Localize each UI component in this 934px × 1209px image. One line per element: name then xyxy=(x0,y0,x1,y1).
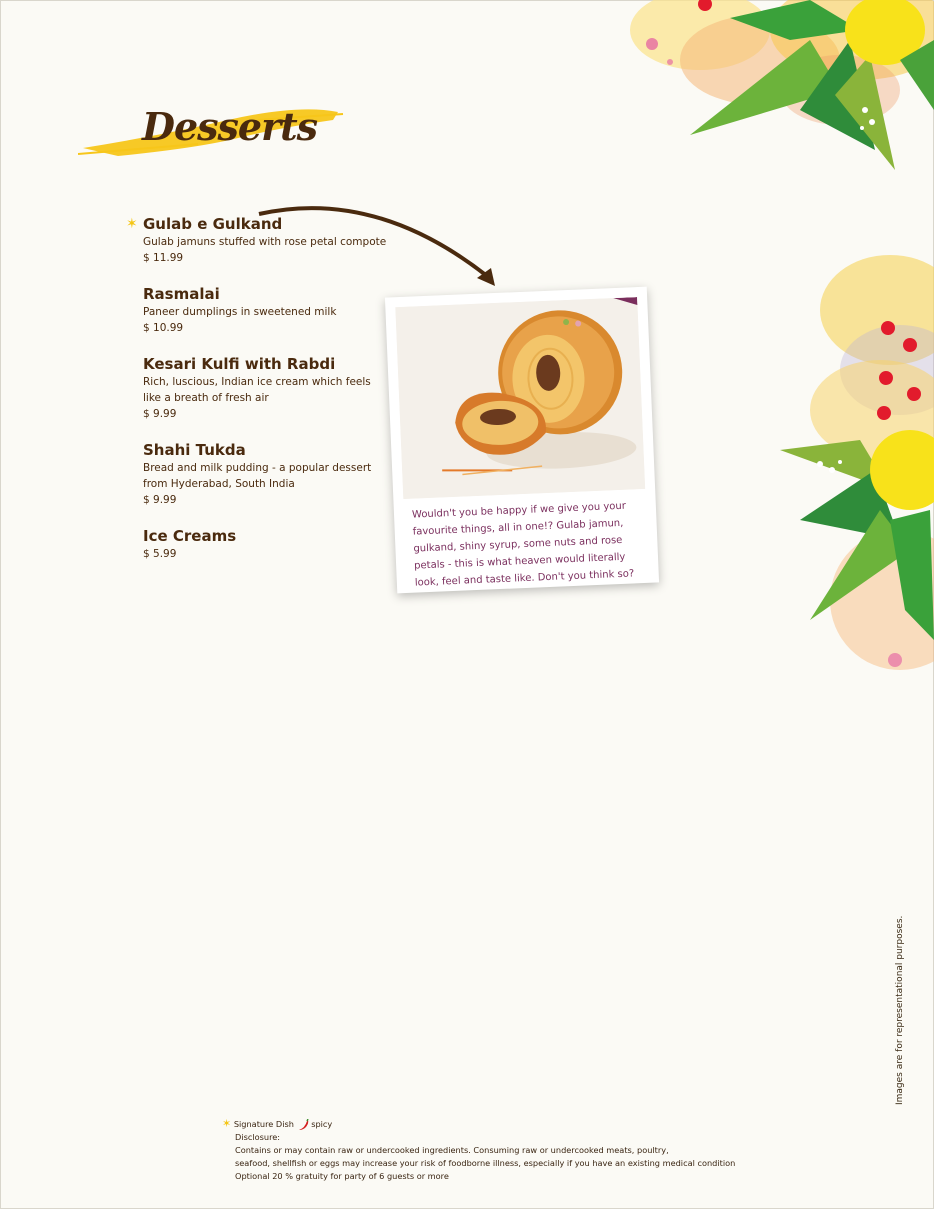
menu-item xyxy=(143,440,433,508)
item-name: Rasmalai xyxy=(143,285,220,303)
item-price: $ 10.99 xyxy=(143,322,184,334)
footer-disclosure xyxy=(222,1117,822,1183)
item-description: Rich, luscious, Indian ice cream which feels like a breath of fresh air xyxy=(143,376,371,404)
spicy-label: spicy xyxy=(311,1119,333,1129)
dessert-photo xyxy=(395,297,645,499)
item-name: Ice Creams xyxy=(143,527,237,545)
item-price: $ 9.99 xyxy=(143,494,177,506)
section-header xyxy=(78,98,348,168)
floral-decoration-right xyxy=(780,250,934,700)
item-description: Bread and milk pudding - a popular dessert from Hyderabad, South India xyxy=(143,462,372,490)
disclosure-line: seafood, shellfish or eggs may increase your risk of foodborne illness, especially if you have an existing medical condition xyxy=(235,1158,736,1168)
page-title: Desserts xyxy=(142,104,318,149)
signature-star-icon: ✶ xyxy=(222,1117,232,1130)
item-price: $ 9.99 xyxy=(143,408,177,420)
item-price: $ 5.99 xyxy=(143,548,177,560)
item-name: Shahi Tukda xyxy=(143,441,246,459)
photo-caption: Wouldn't you be happy if we give you your favourite things, all in one!? Gulab jamun, gulkand, shiny syrup, some nuts and rose petals - this is what heaven would literally look, feel and taste like. Don't you think so? xyxy=(411,500,635,589)
item-description: Gulab jamuns stuffed with rose petal compote xyxy=(143,236,387,248)
menu-item xyxy=(126,214,433,266)
item-name: Kesari Kulfi with Rabdi xyxy=(143,355,336,373)
chili-icon xyxy=(297,1119,309,1131)
item-price: $ 11.99 xyxy=(143,252,184,264)
disclosure-line: Contains or may contain raw or undercooked ingredients. Consuming raw or undercooked meats, poultry, xyxy=(235,1145,669,1155)
signature-star-icon: ✶ xyxy=(126,216,138,232)
legend-line xyxy=(222,1117,822,1131)
disclosure-title: Disclosure: xyxy=(235,1132,281,1142)
item-description: Paneer dumplings in sweetened milk xyxy=(143,306,337,318)
photo-card xyxy=(385,287,659,594)
gratuity-note: Optional 20 % gratuity for party of 6 guests or more xyxy=(235,1171,449,1181)
signature-label: Signature Dish xyxy=(233,1119,294,1129)
floral-decoration-top xyxy=(610,0,934,180)
item-name: Gulab e Gulkand xyxy=(143,215,283,233)
gulab-jamun-illustration xyxy=(395,297,645,499)
representational-note: Images are for representational purposes. xyxy=(895,915,905,1105)
menu-item xyxy=(143,526,433,562)
